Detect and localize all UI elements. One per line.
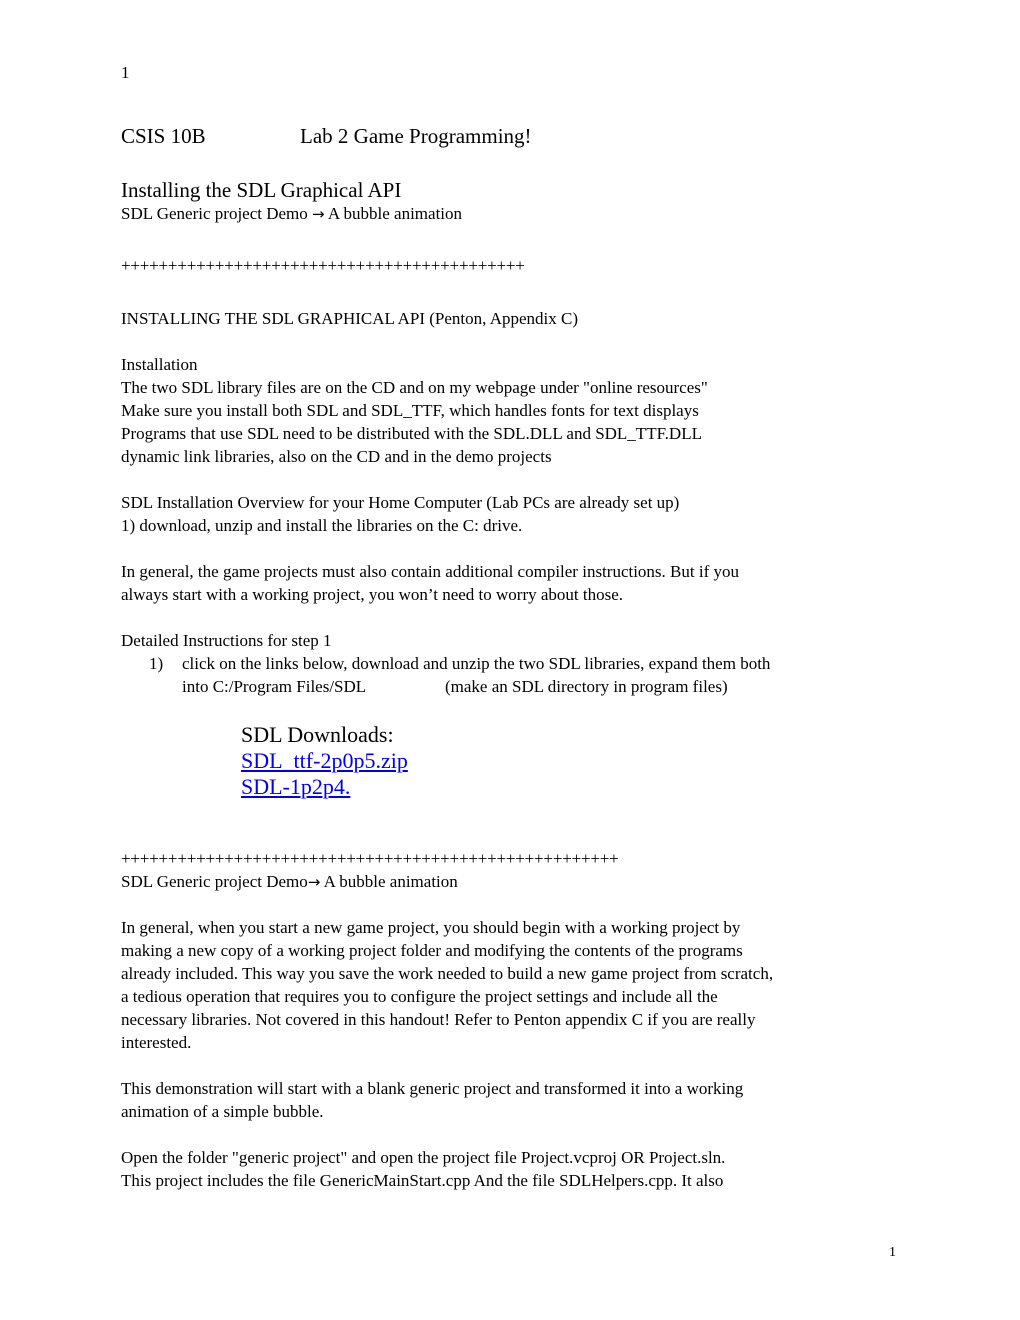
section2-heading <box>121 870 458 894</box>
paragraph-line: interested. <box>121 1033 192 1052</box>
installation-line: Make sure you install both SDL and SDL_TTF, which handles fonts for text displays <box>121 401 699 420</box>
step-path: into C:/Program Files/SDL <box>182 677 367 696</box>
right-arrow-icon: → <box>307 873 321 891</box>
detailed-heading: Detailed Instructions for step 1 <box>121 631 332 650</box>
downloads-heading: SDL Downloads: <box>241 722 394 747</box>
toc-item <box>121 202 462 226</box>
right-arrow-icon: → <box>312 205 325 223</box>
general-line: always start with a working project, you won’t need to worry about those. <box>121 585 624 604</box>
paragraph-line: Open the folder "generic project" and open the project file Project.vcproj OR Project.sln. <box>121 1148 726 1167</box>
toc-heading: Installing the SDL Graphical API <box>121 178 402 202</box>
title-course: CSIS 10B <box>121 124 206 148</box>
paragraph-line: making a new copy of a working project folder and modifying the contents of the programs <box>121 941 743 960</box>
header-page-number: 1 <box>121 63 130 82</box>
separator-pluses: +++++++++++++++++++++++++++++++++++++++++++++++++++++ <box>121 849 619 868</box>
step-note: (make an SDL directory in program files) <box>445 677 728 696</box>
installation-line: dynamic link libraries, also on the CD and in the demo projects <box>121 447 552 466</box>
paragraph-line: In general, when you start a new game project, you should begin with a working project by <box>121 918 741 937</box>
general-line: In general, the game projects must also contain additional compiler instructions. But if you <box>121 562 739 581</box>
overview-line: SDL Installation Overview for your Home Computer (Lab PCs are already set up) <box>121 493 680 512</box>
separator-pluses: +++++++++++++++++++++++++++++++++++++++++++ <box>121 256 525 275</box>
paragraph-line: already included. This way you save the work needed to build a new game project from scratch, <box>121 964 774 983</box>
paragraph-line: necessary libraries. Not covered in this handout! Refer to Penton appendix C if you are really <box>121 1010 756 1029</box>
paragraph-line: This demonstration will start with a blank generic project and transformed it into a working <box>121 1079 744 1098</box>
step-line: click on the links below, download and unzip the two SDL libraries, expand them both <box>182 654 771 673</box>
download-link-sdl[interactable]: SDL-1p2p4. <box>241 774 351 799</box>
section2-heading-right: A bubble animation <box>320 872 458 891</box>
footer-page-number: 1 <box>889 1245 896 1260</box>
title-lab: Lab 2 Game Programming! <box>300 124 532 148</box>
overview-line: 1) download, unzip and install the libraries on the C: drive. <box>121 516 523 535</box>
paragraph-line: a tedious operation that requires you to configure the project settings and include all the <box>121 987 718 1006</box>
download-link-sdl-ttf[interactable]: SDL_ttf-2p0p5.zip <box>241 748 408 773</box>
toc-item-left: SDL Generic project Demo <box>121 204 308 223</box>
step-number: 1) <box>149 654 164 673</box>
installation-line: Programs that use SDL need to be distributed with the SDL.DLL and SDL_TTF.DLL <box>121 424 702 443</box>
installation-heading: Installation <box>121 355 198 374</box>
section2-heading-left: SDL Generic project Demo <box>121 872 308 891</box>
paragraph-line: animation of a simple bubble. <box>121 1102 324 1121</box>
section1-heading: INSTALLING THE SDL GRAPHICAL API (Penton, Appendix C) <box>121 309 578 328</box>
paragraph-line: This project includes the file GenericMainStart.cpp And the file SDLHelpers.cpp. It also <box>121 1171 724 1190</box>
installation-line: The two SDL library files are on the CD and on my webpage under "online resources" <box>121 378 708 397</box>
toc-item-right: A bubble animation <box>327 204 463 223</box>
